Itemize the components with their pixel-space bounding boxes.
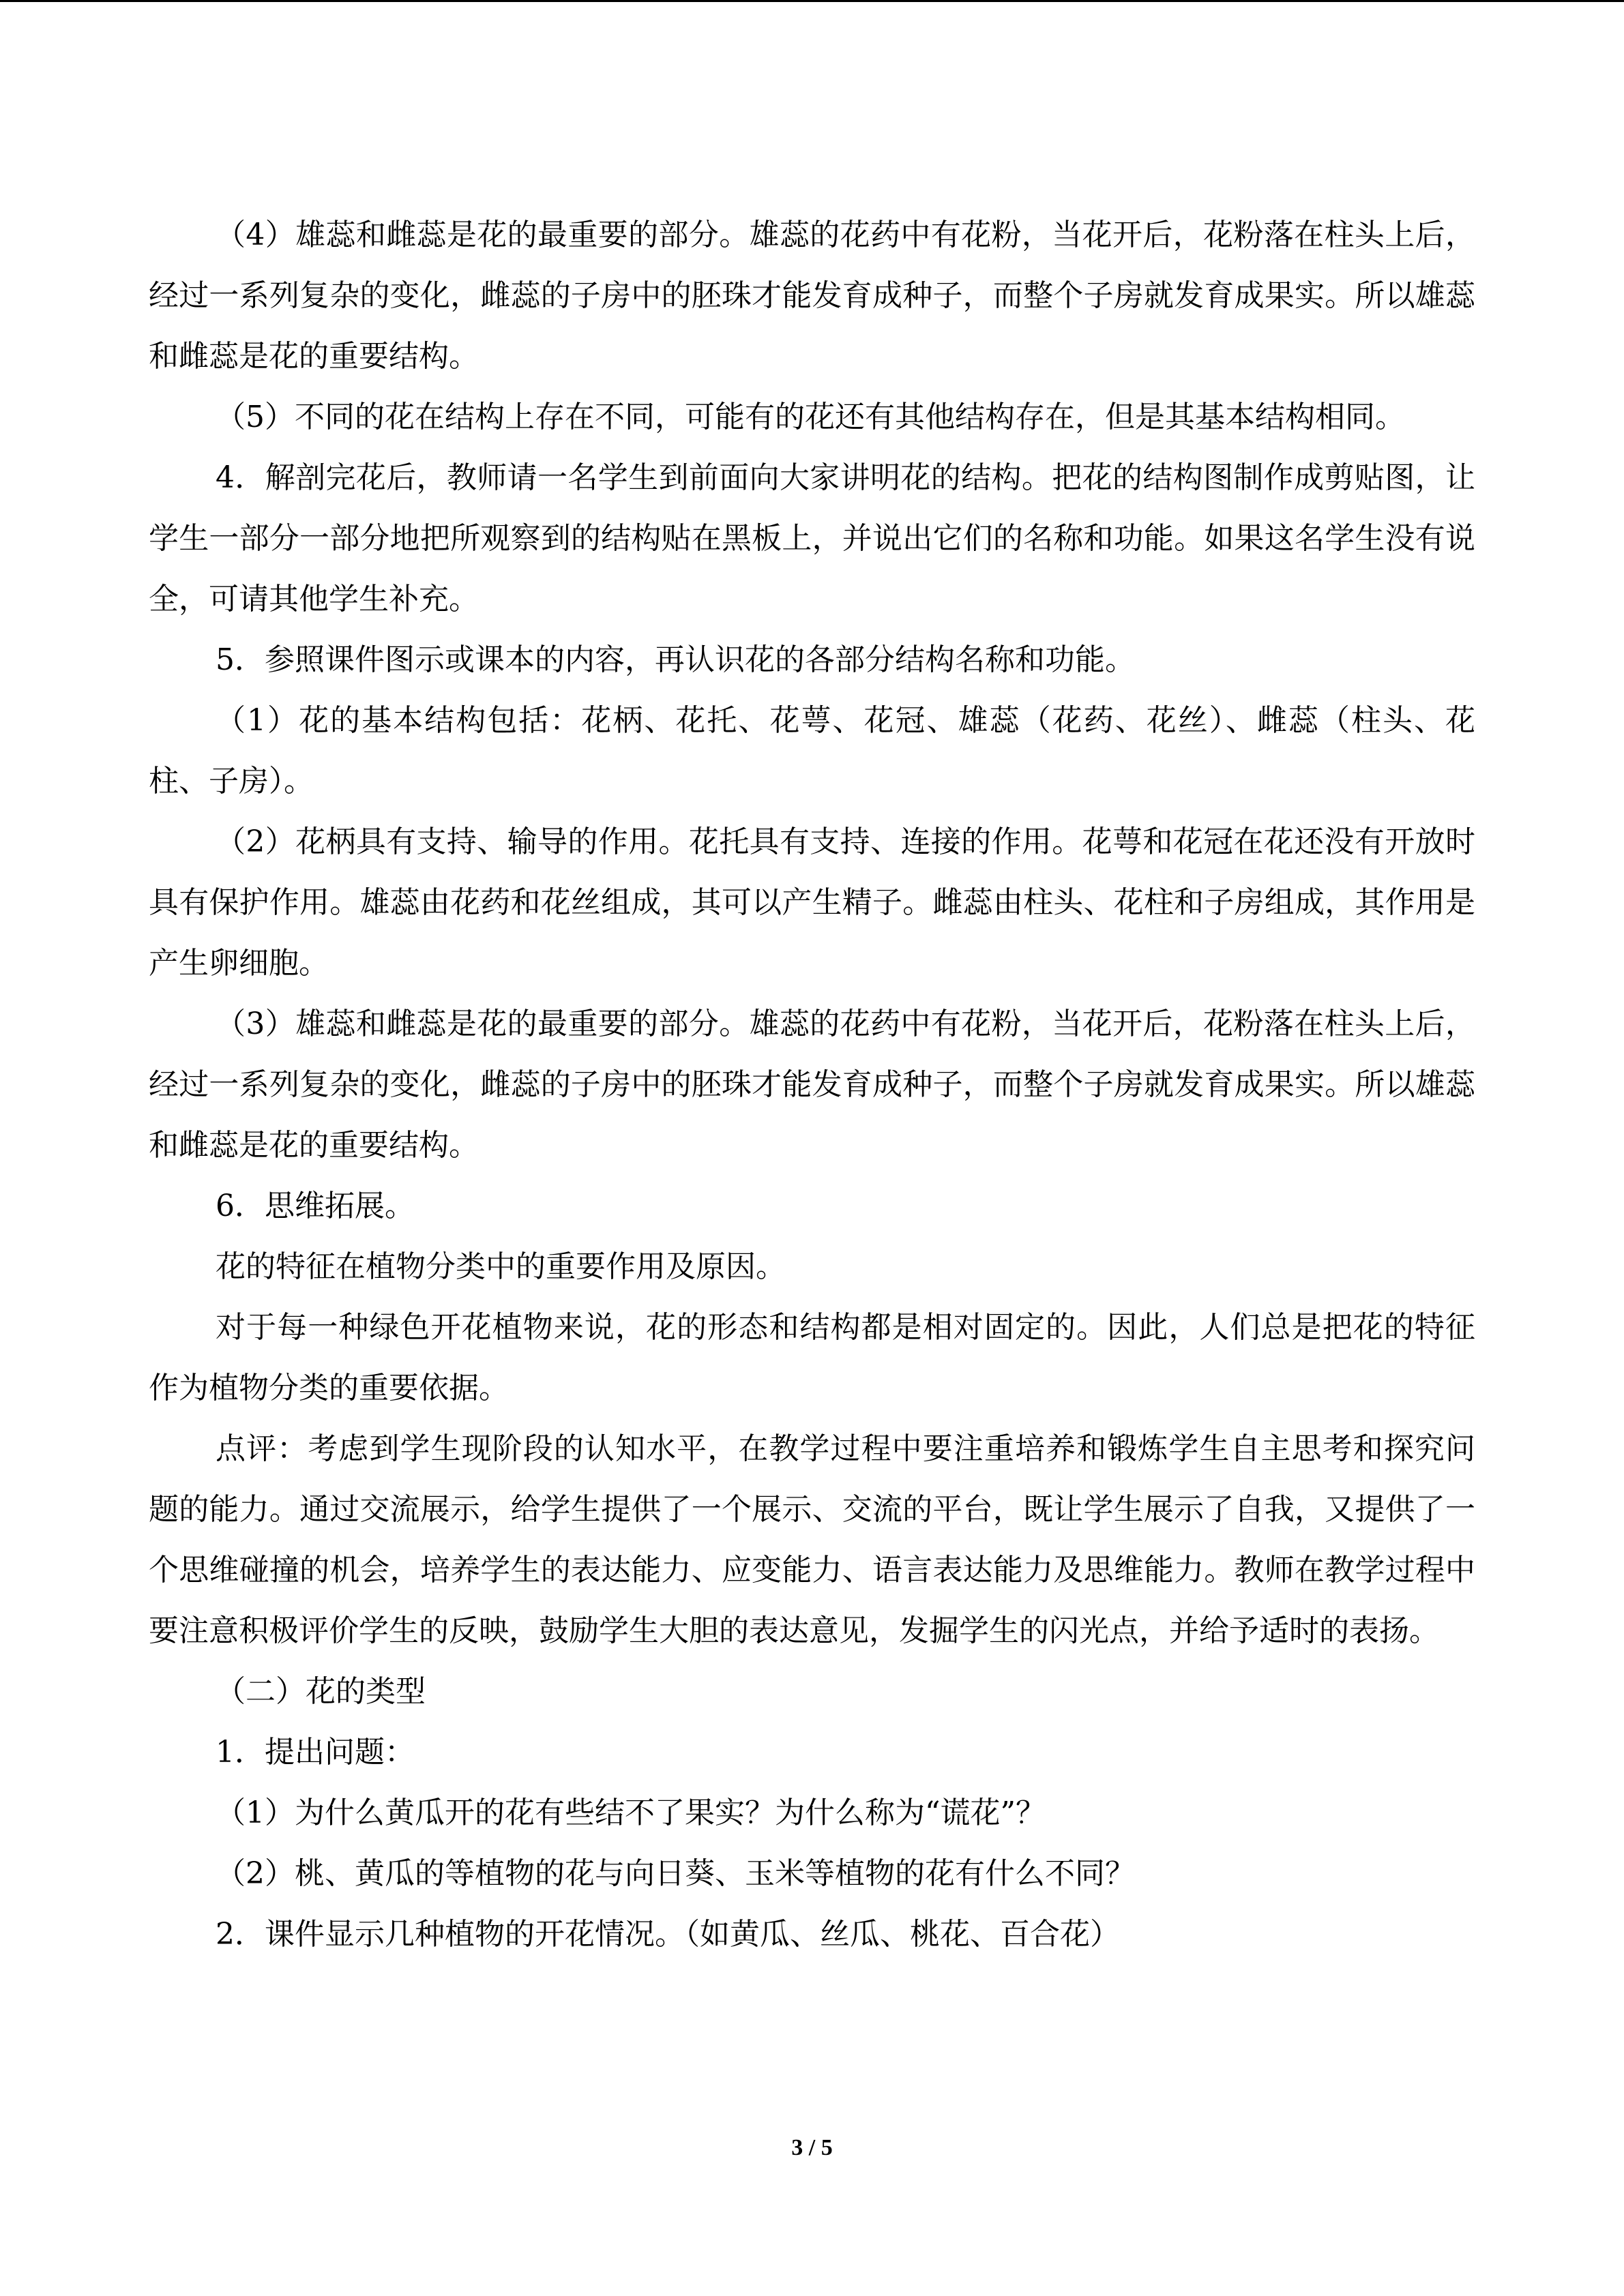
- section-heading-flower-types: （二）花的类型: [216, 1674, 426, 1709]
- paragraph-classification-answer: 对于每一种绿色开花植物来说，花的形态和结构都是相对固定的。因此，人们总是把花的特征作为植物分类的重要依据。: [149, 1310, 1475, 1405]
- top-border-rule: [0, 0, 1624, 2]
- paragraph-stamen-pistil-importance-3: （3）雄蕊和雌蕊是花的最重要的部分。雄蕊的花药中有花粉，当花开后，花粉落在柱头上后，经过一系列复杂的变化，雌蕊的子房中的胚珠才能发育成种子，而整个子房就发育成果实。所以雄蕊和雌蕊是花的重要结构。: [149, 1007, 1475, 1163]
- paragraph-stamen-pistil-importance-4: （4）雄蕊和雌蕊是花的最重要的部分。雄蕊的花药中有花粉，当花开后，花粉落在柱头上后，经过一系列复杂的变化，雌蕊的子房中的胚珠才能发育成种子，而整个子房就发育成果实。所以雄蕊和雌蕊是花的重要结构。: [149, 218, 1475, 374]
- paragraph-commentary: 点评：考虑到学生现阶段的认知水平，在教学过程中要注重培养和锻炼学生自主思考和探究问题的能力。通过交流展示，给学生提供了一个展示、交流的平台，既让学生展示了自我，又提供了一个思维碰撞的机会，培养学生的表达能力、应变能力、语言表达能力及思维能力。教师在教学过程中要注意积极评价学生的反映，鼓励学生大胆的表达意见，发掘学生的闪光点，并给予适时的表扬。: [149, 1431, 1475, 1648]
- paragraph-structure-differences-5: （5）不同的花在结构上存在不同，可能有的花还有其他结构存在，但是其基本结构相同。: [216, 400, 1405, 434]
- paragraph-classification-question: 花的特征在植物分类中的重要作用及原因。: [216, 1249, 786, 1284]
- paragraph-step-4-dissection: 4．解剖完花后，教师请一名学生到前面向大家讲明花的结构。把花的结构图制作成剪贴图，让学生一部分一部分地把所观察到的结构贴在黑板上，并说出它们的名称和功能。如果这名学生没有说全，可请其他学生补充。: [149, 460, 1475, 616]
- paragraph-step-1-questions: 1．提出问题：: [216, 1735, 415, 1770]
- paragraph-step-5-courseware: 5．参照课件图示或课本的内容，再认识花的各部分结构名称和功能。: [216, 642, 1135, 677]
- paragraph-step-6-extension: 6．思维拓展。: [216, 1189, 415, 1223]
- paragraph-question-1: （1）为什么黄瓜开的花有些结不了果实？为什么称为“谎花”？: [216, 1795, 1046, 1830]
- paragraph-structure-functions-2: （2）花柄具有支持、输导的作用。花托具有支持、连接的作用。花萼和花冠在花还没有开放时具有保护作用。雄蕊由花药和花丝组成，其可以产生精子。雌蕊由柱头、花柱和子房组成，其作用是产生卵细胞。: [149, 824, 1475, 981]
- paragraph-step-2-courseware: 2．课件显示几种植物的开花情况。（如黄瓜、丝瓜、桃花、百合花）: [216, 1917, 1120, 1952]
- document-body: [149, 205, 1475, 1965]
- page-number: 3 / 5: [791, 2135, 833, 2160]
- paragraph-basic-structure-1: （1）花的基本结构包括：花柄、花托、花萼、花冠、雄蕊（花药、花丝）、雌蕊（柱头、花柱、子房）。: [149, 703, 1475, 799]
- paragraph-question-2: （2）桃、黄瓜的等植物的花与向日葵、玉米等植物的花有什么不同？: [216, 1856, 1135, 1891]
